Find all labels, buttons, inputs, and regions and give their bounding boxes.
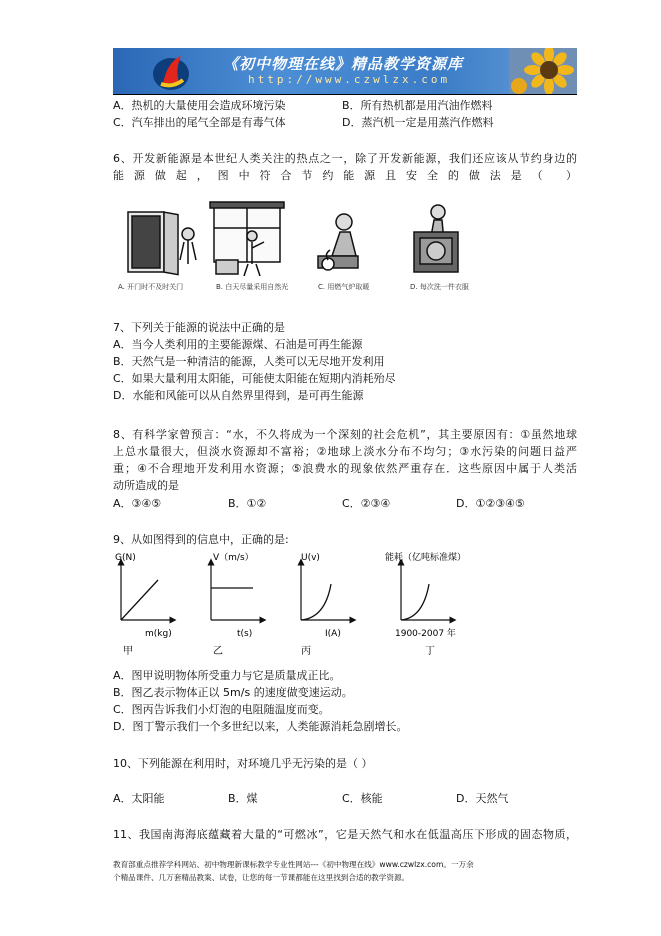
q6-stem [113,150,577,184]
q7-option-a: A．当今人类利用的主要能源煤、石油是可再生能源 [113,338,363,351]
q5-option-c: C．汽车排出的尾气全部是有毒气体 [113,116,286,129]
q6-stem-line1: 6、开发新能源是本世纪人类关注的热点之一，除了开发新能源，我们还应该从节约身边的 [113,152,577,165]
q6-caption-d: D. 每次洗一件衣服 [410,283,469,291]
fridge-illustration [128,212,196,275]
graph-bing [301,553,353,657]
banner-url: http://www.czwlzx.com [248,73,451,86]
q8-option-b: B．①② [228,497,267,510]
graph-jia-xlabel: m(kg) [145,629,172,639]
graph-ding-curve [401,584,429,620]
graph-ding [385,551,466,657]
q6-caption-b: B. 白天尽量采用自然光 [216,283,289,291]
graph-jia-line [121,580,158,620]
q8-stem-line3: 重；④不合理地开发利用水资源；⑤浪费水的现象依然严重存在．这些原因中属于人类活 [113,462,577,475]
graph-bing-curve [301,584,331,620]
stove-illustration [318,214,358,270]
q7-option-b: B．天然气是一种清洁的能源，人类可以无尽地开发利用 [113,355,385,368]
footer-line2: 个精品课件、几万套精品教案、试卷，让您的每一节课都能在这里找到合适的教学资源。 [113,873,410,882]
q9-option-d: D．图丁警示我们一个多世纪以来，人类能源消耗急剧增长。 [113,720,408,733]
q7-option-d: D．水能和风能可以从自然界里得到，是可再生能源 [113,389,364,402]
q5-option-b: B．所有热机都是用汽油作燃料 [342,99,493,112]
q5-option-a: A．热机的大量使用会造成环境污染 [113,99,286,112]
q7-stem: 7、下列关于能源的说法中正确的是 [113,321,285,334]
graph-jia [115,553,173,657]
q10-stem: 10、下列能源在利用时，对环境几乎无污染的是（ ） [113,757,373,770]
graph-bing-ylabel: U(v) [301,553,320,563]
q9-graphs [113,550,473,658]
window-illustration [210,202,284,276]
logo-icon [141,48,201,94]
q10-option-a: A．太阳能 [113,792,165,805]
q9-stem: 9、从如图得到的信息中，正确的是: [113,533,289,546]
q8-stem-line4: 动所造成的是 [113,479,179,492]
q10-option-b: B．煤 [228,792,258,805]
q6-stem-line2: 能源做起，图中符合节约能源且安全的做法是（ ） [113,169,577,182]
q9-option-b: B．图乙表示物体正以 5m/s 的速度做变速运动。 [113,686,353,699]
q8-option-a: A．③④⑤ [113,497,162,510]
header-rule [113,94,577,95]
q8-option-d: D．①②③④⑤ [456,497,525,510]
graph-jia-caption: 甲 [123,646,133,657]
q10-option-c: C．核能 [342,792,383,805]
header-banner [113,48,577,94]
graph-jia-ylabel: G(N) [115,553,136,563]
q6-illustrations [118,198,498,280]
graph-yi-ylabel: V（m/s） [213,553,254,563]
q8-option-c: C．②③④ [342,497,391,510]
footer-line1: 教育部重点推荐学科网站、初中物理新课标教学专业性网站---《初中物理在线》www.czwlzx.com。一万余 [113,860,474,869]
graph-ding-ylabel: 能耗（亿吨标准煤） [385,553,467,563]
q5-option-d: D．蒸汽机一定是用蒸汽作燃料 [342,116,494,129]
q9-option-a: A．图甲说明物体所受重力与它是质量成正比。 [113,669,341,682]
graph-yi-caption: 乙 [213,646,223,657]
q8-stem-line2: 上总水量很大，但淡水资源却不富裕；②地球上淡水分布不均匀；③水污染的问题日益严 [113,445,577,458]
q9-option-c: C．图丙告诉我们小灯泡的电阻随温度而变。 [113,703,330,716]
graph-ding-caption: 丁 [425,646,435,657]
graph-yi [211,552,263,657]
sunflower-icon [509,48,577,94]
q11-stem [113,826,577,843]
q6-caption-a: A. 开门时不及时关门 [118,283,184,291]
graph-bing-caption: 丙 [301,646,311,657]
q7-option-c: C．如果大量利用太阳能，可能使太阳能在短期内消耗殆尽 [113,372,396,385]
q8-stem-line1: 8、有科学家曾预言：“水，不久将成为一个深刻的社会危机”，其主要原因有：①虽然地球 [113,428,577,441]
q11-stem-line1: 11、我国南海海底蕴藏着大量的“可燃冰”，它是天然气和水在低温高压下形成的固态物质， [113,828,577,841]
graph-bing-xlabel: I(A) [325,629,341,639]
banner-title: 《初中物理在线》精品教学资源库 [223,55,464,73]
washer-illustration [414,205,458,272]
q10-option-d: D．天然气 [456,792,509,805]
graph-ding-xlabel: 1900-2007 年 [395,629,456,639]
q8-stem [113,426,577,494]
q6-caption-c: C. 用燃气炉取暖 [318,283,370,291]
graph-yi-xlabel: t(s) [237,629,253,639]
